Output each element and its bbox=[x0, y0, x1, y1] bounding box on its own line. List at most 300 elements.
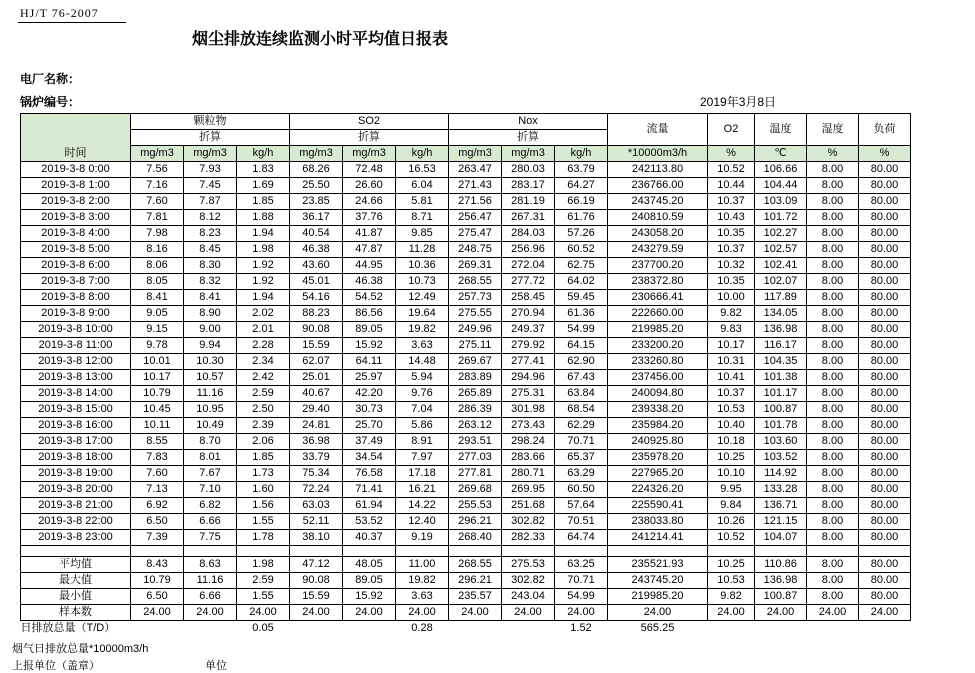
data-cell-7: 296.21 bbox=[449, 514, 502, 530]
spacer-cell-12 bbox=[755, 546, 807, 557]
spacer-cell-8 bbox=[502, 546, 555, 557]
data-cell-13: 8.00 bbox=[807, 354, 859, 370]
data-cell-0: 2019-3-8 19:00 bbox=[21, 466, 131, 482]
header-unit-so2-mgm3: mg/m3 bbox=[290, 146, 343, 162]
data-cell-9: 67.43 bbox=[555, 370, 608, 386]
data-cell-4: 52.11 bbox=[290, 514, 343, 530]
summary-cell-3: 2.59 bbox=[237, 573, 290, 589]
report-date: 2019年3月8日 bbox=[700, 95, 777, 109]
spacer-cell-3 bbox=[237, 546, 290, 557]
data-cell-9: 54.99 bbox=[555, 322, 608, 338]
data-cell-8: 270.94 bbox=[502, 306, 555, 322]
summary-cell-0: 最小值 bbox=[21, 589, 131, 605]
data-cell-9: 60.50 bbox=[555, 482, 608, 498]
data-cell-10: 222660.00 bbox=[608, 306, 708, 322]
data-cell-9: 62.90 bbox=[555, 354, 608, 370]
data-cell-4: 38.10 bbox=[290, 530, 343, 546]
daily-total-cell-9: 1.52 bbox=[570, 622, 592, 634]
data-cell-7: 286.39 bbox=[449, 402, 502, 418]
header-time-corner bbox=[21, 114, 131, 162]
data-cell-5: 26.60 bbox=[343, 178, 396, 194]
data-cell-1: 7.98 bbox=[131, 226, 184, 242]
data-cell-10: 224326.20 bbox=[608, 482, 708, 498]
data-cell-5: 54.52 bbox=[343, 290, 396, 306]
summary-cell-3: 24.00 bbox=[237, 605, 290, 621]
summary-cell-9: 24.00 bbox=[555, 605, 608, 621]
summary-cell-6: 3.63 bbox=[396, 589, 449, 605]
footer-unit-label: 单位 bbox=[205, 660, 227, 672]
data-cell-10: 235978.20 bbox=[608, 450, 708, 466]
summary-cell-9: 63.25 bbox=[555, 557, 608, 573]
data-cell-8: 272.04 bbox=[502, 258, 555, 274]
data-row bbox=[21, 402, 911, 418]
data-cell-4: 25.01 bbox=[290, 370, 343, 386]
data-cell-1: 8.41 bbox=[131, 290, 184, 306]
data-cell-3: 2.28 bbox=[237, 338, 290, 354]
data-cell-0: 2019-3-8 16:00 bbox=[21, 418, 131, 434]
data-cell-2: 8.01 bbox=[184, 450, 237, 466]
data-cell-1: 10.79 bbox=[131, 386, 184, 402]
data-cell-11: 10.35 bbox=[708, 226, 755, 242]
summary-cell-9: 54.99 bbox=[555, 589, 608, 605]
data-row bbox=[21, 354, 911, 370]
footer-org-label: 上报单位（盖章） bbox=[12, 660, 100, 672]
data-cell-11: 10.44 bbox=[708, 178, 755, 194]
data-cell-2: 8.30 bbox=[184, 258, 237, 274]
data-cell-5: 30.73 bbox=[343, 402, 396, 418]
data-cell-11: 9.84 bbox=[708, 498, 755, 514]
data-cell-5: 89.05 bbox=[343, 322, 396, 338]
data-row bbox=[21, 178, 911, 194]
data-cell-11: 10.26 bbox=[708, 514, 755, 530]
data-cell-2: 8.70 bbox=[184, 434, 237, 450]
data-cell-8: 267.31 bbox=[502, 210, 555, 226]
summary-cell-5: 15.92 bbox=[343, 589, 396, 605]
data-cell-8: 275.31 bbox=[502, 386, 555, 402]
data-cell-9: 61.36 bbox=[555, 306, 608, 322]
summary-cell-5: 48.05 bbox=[343, 557, 396, 573]
summary-cell-3: 1.55 bbox=[237, 589, 290, 605]
data-cell-5: 25.97 bbox=[343, 370, 396, 386]
spacer-cell-11 bbox=[708, 546, 755, 557]
data-cell-11: 10.32 bbox=[708, 258, 755, 274]
header-sub-pm-converted: 折算 bbox=[184, 130, 237, 146]
data-cell-14: 80.00 bbox=[859, 242, 911, 258]
data-cell-1: 8.06 bbox=[131, 258, 184, 274]
data-cell-14: 80.00 bbox=[859, 418, 911, 434]
data-cell-7: 269.67 bbox=[449, 354, 502, 370]
data-cell-9: 64.27 bbox=[555, 178, 608, 194]
daily-total-cell-14 bbox=[859, 621, 911, 637]
data-cell-3: 1.94 bbox=[237, 290, 290, 306]
data-cell-12: 117.89 bbox=[755, 290, 807, 306]
data-cell-6: 9.85 bbox=[396, 226, 449, 242]
data-row bbox=[21, 210, 911, 226]
data-cell-9: 61.76 bbox=[555, 210, 608, 226]
data-cell-12: 103.09 bbox=[755, 194, 807, 210]
data-cell-13: 8.00 bbox=[807, 290, 859, 306]
data-cell-3: 2.01 bbox=[237, 322, 290, 338]
data-cell-5: 64.11 bbox=[343, 354, 396, 370]
data-cell-10: 243058.20 bbox=[608, 226, 708, 242]
data-cell-11: 10.43 bbox=[708, 210, 755, 226]
header-unit-temperature: ℃ bbox=[755, 146, 807, 162]
data-cell-2: 8.23 bbox=[184, 226, 237, 242]
data-cell-13: 8.00 bbox=[807, 482, 859, 498]
data-cell-7: 248.75 bbox=[449, 242, 502, 258]
header-sub-pm-blank2 bbox=[237, 130, 290, 146]
data-row bbox=[21, 258, 911, 274]
data-cell-10: 237456.00 bbox=[608, 370, 708, 386]
data-cell-13: 8.00 bbox=[807, 322, 859, 338]
data-cell-7: 271.56 bbox=[449, 194, 502, 210]
data-row bbox=[21, 482, 911, 498]
summary-cell-1: 6.50 bbox=[131, 589, 184, 605]
data-cell-8: 277.72 bbox=[502, 274, 555, 290]
data-cell-14: 80.00 bbox=[859, 290, 911, 306]
data-cell-12: 101.17 bbox=[755, 386, 807, 402]
data-cell-4: 45.01 bbox=[290, 274, 343, 290]
summary-cell-7: 296.21 bbox=[449, 573, 502, 589]
data-cell-6: 17.18 bbox=[396, 466, 449, 482]
data-cell-12: 136.98 bbox=[755, 322, 807, 338]
data-cell-11: 10.52 bbox=[708, 162, 755, 178]
data-cell-11: 10.17 bbox=[708, 338, 755, 354]
header-unit-pm-mgm3: mg/m3 bbox=[131, 146, 184, 162]
data-cell-6: 9.76 bbox=[396, 386, 449, 402]
data-cell-14: 80.00 bbox=[859, 482, 911, 498]
data-cell-8: 280.71 bbox=[502, 466, 555, 482]
data-cell-8: 282.33 bbox=[502, 530, 555, 546]
data-cell-4: 25.50 bbox=[290, 178, 343, 194]
data-row bbox=[21, 498, 911, 514]
data-cell-4: 24.81 bbox=[290, 418, 343, 434]
header-group-so2: SO2 bbox=[290, 114, 449, 130]
data-cell-1: 7.39 bbox=[131, 530, 184, 546]
summary-cell-11: 9.82 bbox=[708, 589, 755, 605]
data-cell-1: 8.05 bbox=[131, 274, 184, 290]
daily-total-cell-13 bbox=[807, 621, 859, 637]
summary-cell-14: 80.00 bbox=[859, 589, 911, 605]
summary-cell-7: 268.55 bbox=[449, 557, 502, 573]
data-cell-6: 12.40 bbox=[396, 514, 449, 530]
data-cell-7: 263.47 bbox=[449, 162, 502, 178]
data-cell-11: 10.18 bbox=[708, 434, 755, 450]
data-cell-3: 1.83 bbox=[237, 162, 290, 178]
daily-total-cell-4 bbox=[290, 621, 343, 637]
summary-cell-13: 8.00 bbox=[807, 589, 859, 605]
data-row bbox=[21, 322, 911, 338]
data-cell-2: 7.45 bbox=[184, 178, 237, 194]
summary-cell-10: 24.00 bbox=[608, 605, 708, 621]
data-cell-2: 7.87 bbox=[184, 194, 237, 210]
data-cell-5: 41.87 bbox=[343, 226, 396, 242]
data-cell-8: 258.45 bbox=[502, 290, 555, 306]
daily-total-cell-12 bbox=[755, 621, 807, 637]
summary-row bbox=[21, 605, 911, 621]
data-cell-7: 271.43 bbox=[449, 178, 502, 194]
data-cell-14: 80.00 bbox=[859, 274, 911, 290]
data-cell-3: 1.92 bbox=[237, 258, 290, 274]
spacer-cell-14 bbox=[859, 546, 911, 557]
summary-cell-12: 24.00 bbox=[755, 605, 807, 621]
data-cell-7: 257.73 bbox=[449, 290, 502, 306]
spacer-cell-7 bbox=[449, 546, 502, 557]
data-cell-8: 284.03 bbox=[502, 226, 555, 242]
data-cell-8: 298.24 bbox=[502, 434, 555, 450]
header-sub-pm-blank bbox=[131, 130, 184, 146]
data-cell-13: 8.00 bbox=[807, 178, 859, 194]
data-cell-3: 1.92 bbox=[237, 274, 290, 290]
summary-cell-8: 275.53 bbox=[502, 557, 555, 573]
data-cell-7: 269.31 bbox=[449, 258, 502, 274]
data-cell-3: 2.34 bbox=[237, 354, 290, 370]
data-cell-9: 60.52 bbox=[555, 242, 608, 258]
data-cell-1: 8.16 bbox=[131, 242, 184, 258]
data-cell-8: 273.43 bbox=[502, 418, 555, 434]
summary-cell-13: 24.00 bbox=[807, 605, 859, 621]
data-cell-12: 104.35 bbox=[755, 354, 807, 370]
header-unit-nox-kgh: kg/h bbox=[555, 146, 608, 162]
data-cell-1: 10.45 bbox=[131, 402, 184, 418]
data-cell-10: 240925.80 bbox=[608, 434, 708, 450]
data-cell-0: 2019-3-8 13:00 bbox=[21, 370, 131, 386]
data-cell-7: 256.47 bbox=[449, 210, 502, 226]
data-cell-13: 8.00 bbox=[807, 162, 859, 178]
header-group-pm: 颗粒物 bbox=[131, 114, 290, 130]
data-cell-13: 8.00 bbox=[807, 498, 859, 514]
data-cell-1: 7.83 bbox=[131, 450, 184, 466]
data-cell-10: 243745.20 bbox=[608, 194, 708, 210]
data-row bbox=[21, 530, 911, 546]
summary-cell-3: 1.98 bbox=[237, 557, 290, 573]
data-cell-5: 15.92 bbox=[343, 338, 396, 354]
data-cell-4: 33.79 bbox=[290, 450, 343, 466]
data-cell-12: 101.78 bbox=[755, 418, 807, 434]
data-cell-13: 8.00 bbox=[807, 450, 859, 466]
data-cell-0: 2019-3-8 11:00 bbox=[21, 338, 131, 354]
data-cell-3: 1.98 bbox=[237, 242, 290, 258]
summary-cell-13: 8.00 bbox=[807, 573, 859, 589]
header-unit-o2: % bbox=[708, 146, 755, 162]
data-cell-5: 37.76 bbox=[343, 210, 396, 226]
data-cell-3: 1.94 bbox=[237, 226, 290, 242]
data-cell-0: 2019-3-8 2:00 bbox=[21, 194, 131, 210]
data-cell-6: 8.91 bbox=[396, 434, 449, 450]
data-cell-13: 8.00 bbox=[807, 306, 859, 322]
data-cell-6: 5.86 bbox=[396, 418, 449, 434]
data-cell-12: 103.52 bbox=[755, 450, 807, 466]
data-cell-3: 1.88 bbox=[237, 210, 290, 226]
spacer-cell-4 bbox=[290, 546, 343, 557]
data-cell-4: 23.85 bbox=[290, 194, 343, 210]
data-cell-0: 2019-3-8 7:00 bbox=[21, 274, 131, 290]
data-cell-4: 40.54 bbox=[290, 226, 343, 242]
data-row bbox=[21, 226, 911, 242]
daily-total-cell-8 bbox=[502, 621, 555, 637]
data-cell-5: 72.48 bbox=[343, 162, 396, 178]
data-row bbox=[21, 338, 911, 354]
spacer-cell-9 bbox=[555, 546, 608, 557]
data-cell-6: 10.73 bbox=[396, 274, 449, 290]
data-cell-0: 2019-3-8 23:00 bbox=[21, 530, 131, 546]
data-cell-5: 37.49 bbox=[343, 434, 396, 450]
data-cell-10: 235984.20 bbox=[608, 418, 708, 434]
data-cell-3: 1.78 bbox=[237, 530, 290, 546]
data-cell-12: 100.87 bbox=[755, 402, 807, 418]
summary-cell-1: 24.00 bbox=[131, 605, 184, 621]
data-cell-4: 75.34 bbox=[290, 466, 343, 482]
data-cell-3: 2.39 bbox=[237, 418, 290, 434]
data-cell-13: 8.00 bbox=[807, 226, 859, 242]
data-cell-3: 1.69 bbox=[237, 178, 290, 194]
data-cell-12: 136.71 bbox=[755, 498, 807, 514]
summary-cell-6: 19.82 bbox=[396, 573, 449, 589]
data-cell-7: 268.40 bbox=[449, 530, 502, 546]
data-cell-3: 1.85 bbox=[237, 450, 290, 466]
summary-cell-6: 24.00 bbox=[396, 605, 449, 621]
data-cell-8: 249.37 bbox=[502, 322, 555, 338]
data-cell-2: 8.41 bbox=[184, 290, 237, 306]
data-cell-4: 68.26 bbox=[290, 162, 343, 178]
data-cell-4: 15.59 bbox=[290, 338, 343, 354]
data-cell-11: 10.31 bbox=[708, 354, 755, 370]
data-cell-4: 43.60 bbox=[290, 258, 343, 274]
data-cell-9: 64.02 bbox=[555, 274, 608, 290]
summary-cell-6: 11.00 bbox=[396, 557, 449, 573]
data-cell-1: 10.01 bbox=[131, 354, 184, 370]
data-cell-14: 80.00 bbox=[859, 370, 911, 386]
data-cell-12: 101.38 bbox=[755, 370, 807, 386]
summary-cell-7: 24.00 bbox=[449, 605, 502, 621]
data-cell-3: 2.42 bbox=[237, 370, 290, 386]
data-cell-10: 242113.80 bbox=[608, 162, 708, 178]
summary-cell-7: 235.57 bbox=[449, 589, 502, 605]
summary-cell-4: 15.59 bbox=[290, 589, 343, 605]
header-unit-pm-kgh: kg/h bbox=[237, 146, 290, 162]
data-cell-0: 2019-3-8 1:00 bbox=[21, 178, 131, 194]
data-cell-8: 256.96 bbox=[502, 242, 555, 258]
data-cell-5: 71.41 bbox=[343, 482, 396, 498]
data-row bbox=[21, 418, 911, 434]
data-cell-2: 11.16 bbox=[184, 386, 237, 402]
data-cell-0: 2019-3-8 17:00 bbox=[21, 434, 131, 450]
data-cell-2: 8.12 bbox=[184, 210, 237, 226]
data-cell-2: 7.67 bbox=[184, 466, 237, 482]
data-cell-6: 16.53 bbox=[396, 162, 449, 178]
data-cell-14: 80.00 bbox=[859, 194, 911, 210]
header-sub-nox-blank bbox=[449, 130, 502, 146]
data-cell-8: 301.98 bbox=[502, 402, 555, 418]
summary-cell-4: 90.08 bbox=[290, 573, 343, 589]
data-cell-7: 269.68 bbox=[449, 482, 502, 498]
data-cell-4: 36.98 bbox=[290, 434, 343, 450]
data-cell-10: 225590.41 bbox=[608, 498, 708, 514]
data-cell-4: 40.67 bbox=[290, 386, 343, 402]
data-cell-4: 88.23 bbox=[290, 306, 343, 322]
data-cell-7: 249.96 bbox=[449, 322, 502, 338]
data-cell-12: 116.17 bbox=[755, 338, 807, 354]
data-cell-1: 6.92 bbox=[131, 498, 184, 514]
summary-cell-4: 47.12 bbox=[290, 557, 343, 573]
header-group-humidity: 湿度 bbox=[807, 114, 859, 146]
data-cell-11: 10.37 bbox=[708, 386, 755, 402]
data-cell-12: 102.27 bbox=[755, 226, 807, 242]
data-cell-10: 238372.80 bbox=[608, 274, 708, 290]
data-cell-7: 277.03 bbox=[449, 450, 502, 466]
data-cell-11: 10.25 bbox=[708, 450, 755, 466]
data-cell-14: 80.00 bbox=[859, 514, 911, 530]
emission-report-table bbox=[20, 113, 911, 636]
data-cell-7: 283.89 bbox=[449, 370, 502, 386]
data-cell-9: 68.54 bbox=[555, 402, 608, 418]
data-cell-10: 233200.20 bbox=[608, 338, 708, 354]
summary-cell-12: 110.86 bbox=[755, 557, 807, 573]
header-group-nox: Nox bbox=[449, 114, 608, 130]
data-cell-0: 2019-3-8 3:00 bbox=[21, 210, 131, 226]
data-cell-3: 1.55 bbox=[237, 514, 290, 530]
summary-cell-8: 24.00 bbox=[502, 605, 555, 621]
spacer-cell-6 bbox=[396, 546, 449, 557]
data-cell-0: 2019-3-8 0:00 bbox=[21, 162, 131, 178]
data-cell-8: 302.82 bbox=[502, 514, 555, 530]
header-unit-humidity: % bbox=[807, 146, 859, 162]
daily-total-cell-10: 565.25 bbox=[640, 622, 675, 634]
summary-cell-9: 70.71 bbox=[555, 573, 608, 589]
data-cell-0: 2019-3-8 4:00 bbox=[21, 226, 131, 242]
daily-total-cell-5 bbox=[343, 621, 396, 637]
data-cell-10: 240810.59 bbox=[608, 210, 708, 226]
data-cell-11: 9.83 bbox=[708, 322, 755, 338]
data-row bbox=[21, 386, 911, 402]
data-cell-2: 10.95 bbox=[184, 402, 237, 418]
data-row bbox=[21, 290, 911, 306]
data-cell-1: 8.55 bbox=[131, 434, 184, 450]
spacer-cell-10 bbox=[608, 546, 708, 557]
data-cell-13: 8.00 bbox=[807, 258, 859, 274]
data-cell-12: 106.66 bbox=[755, 162, 807, 178]
summary-row bbox=[21, 573, 911, 589]
data-cell-12: 134.05 bbox=[755, 306, 807, 322]
data-cell-1: 7.13 bbox=[131, 482, 184, 498]
data-cell-10: 239338.20 bbox=[608, 402, 708, 418]
data-cell-12: 121.15 bbox=[755, 514, 807, 530]
data-cell-10: 233260.80 bbox=[608, 354, 708, 370]
summary-cell-5: 24.00 bbox=[343, 605, 396, 621]
data-cell-6: 10.36 bbox=[396, 258, 449, 274]
data-cell-6: 11.28 bbox=[396, 242, 449, 258]
data-cell-9: 63.29 bbox=[555, 466, 608, 482]
header-group-flow: 流量 bbox=[608, 114, 708, 146]
data-cell-13: 8.00 bbox=[807, 418, 859, 434]
header-sub-nox-blank2 bbox=[555, 130, 608, 146]
data-cell-5: 47.87 bbox=[343, 242, 396, 258]
data-row bbox=[21, 274, 911, 290]
data-cell-9: 65.37 bbox=[555, 450, 608, 466]
data-cell-2: 6.82 bbox=[184, 498, 237, 514]
data-cell-7: 265.89 bbox=[449, 386, 502, 402]
summary-cell-2: 8.63 bbox=[184, 557, 237, 573]
data-cell-11: 10.10 bbox=[708, 466, 755, 482]
data-cell-13: 8.00 bbox=[807, 514, 859, 530]
data-cell-9: 59.45 bbox=[555, 290, 608, 306]
data-cell-2: 7.75 bbox=[184, 530, 237, 546]
data-cell-13: 8.00 bbox=[807, 274, 859, 290]
data-cell-13: 8.00 bbox=[807, 210, 859, 226]
data-cell-12: 102.41 bbox=[755, 258, 807, 274]
summary-cell-11: 10.53 bbox=[708, 573, 755, 589]
summary-cell-8: 243.04 bbox=[502, 589, 555, 605]
